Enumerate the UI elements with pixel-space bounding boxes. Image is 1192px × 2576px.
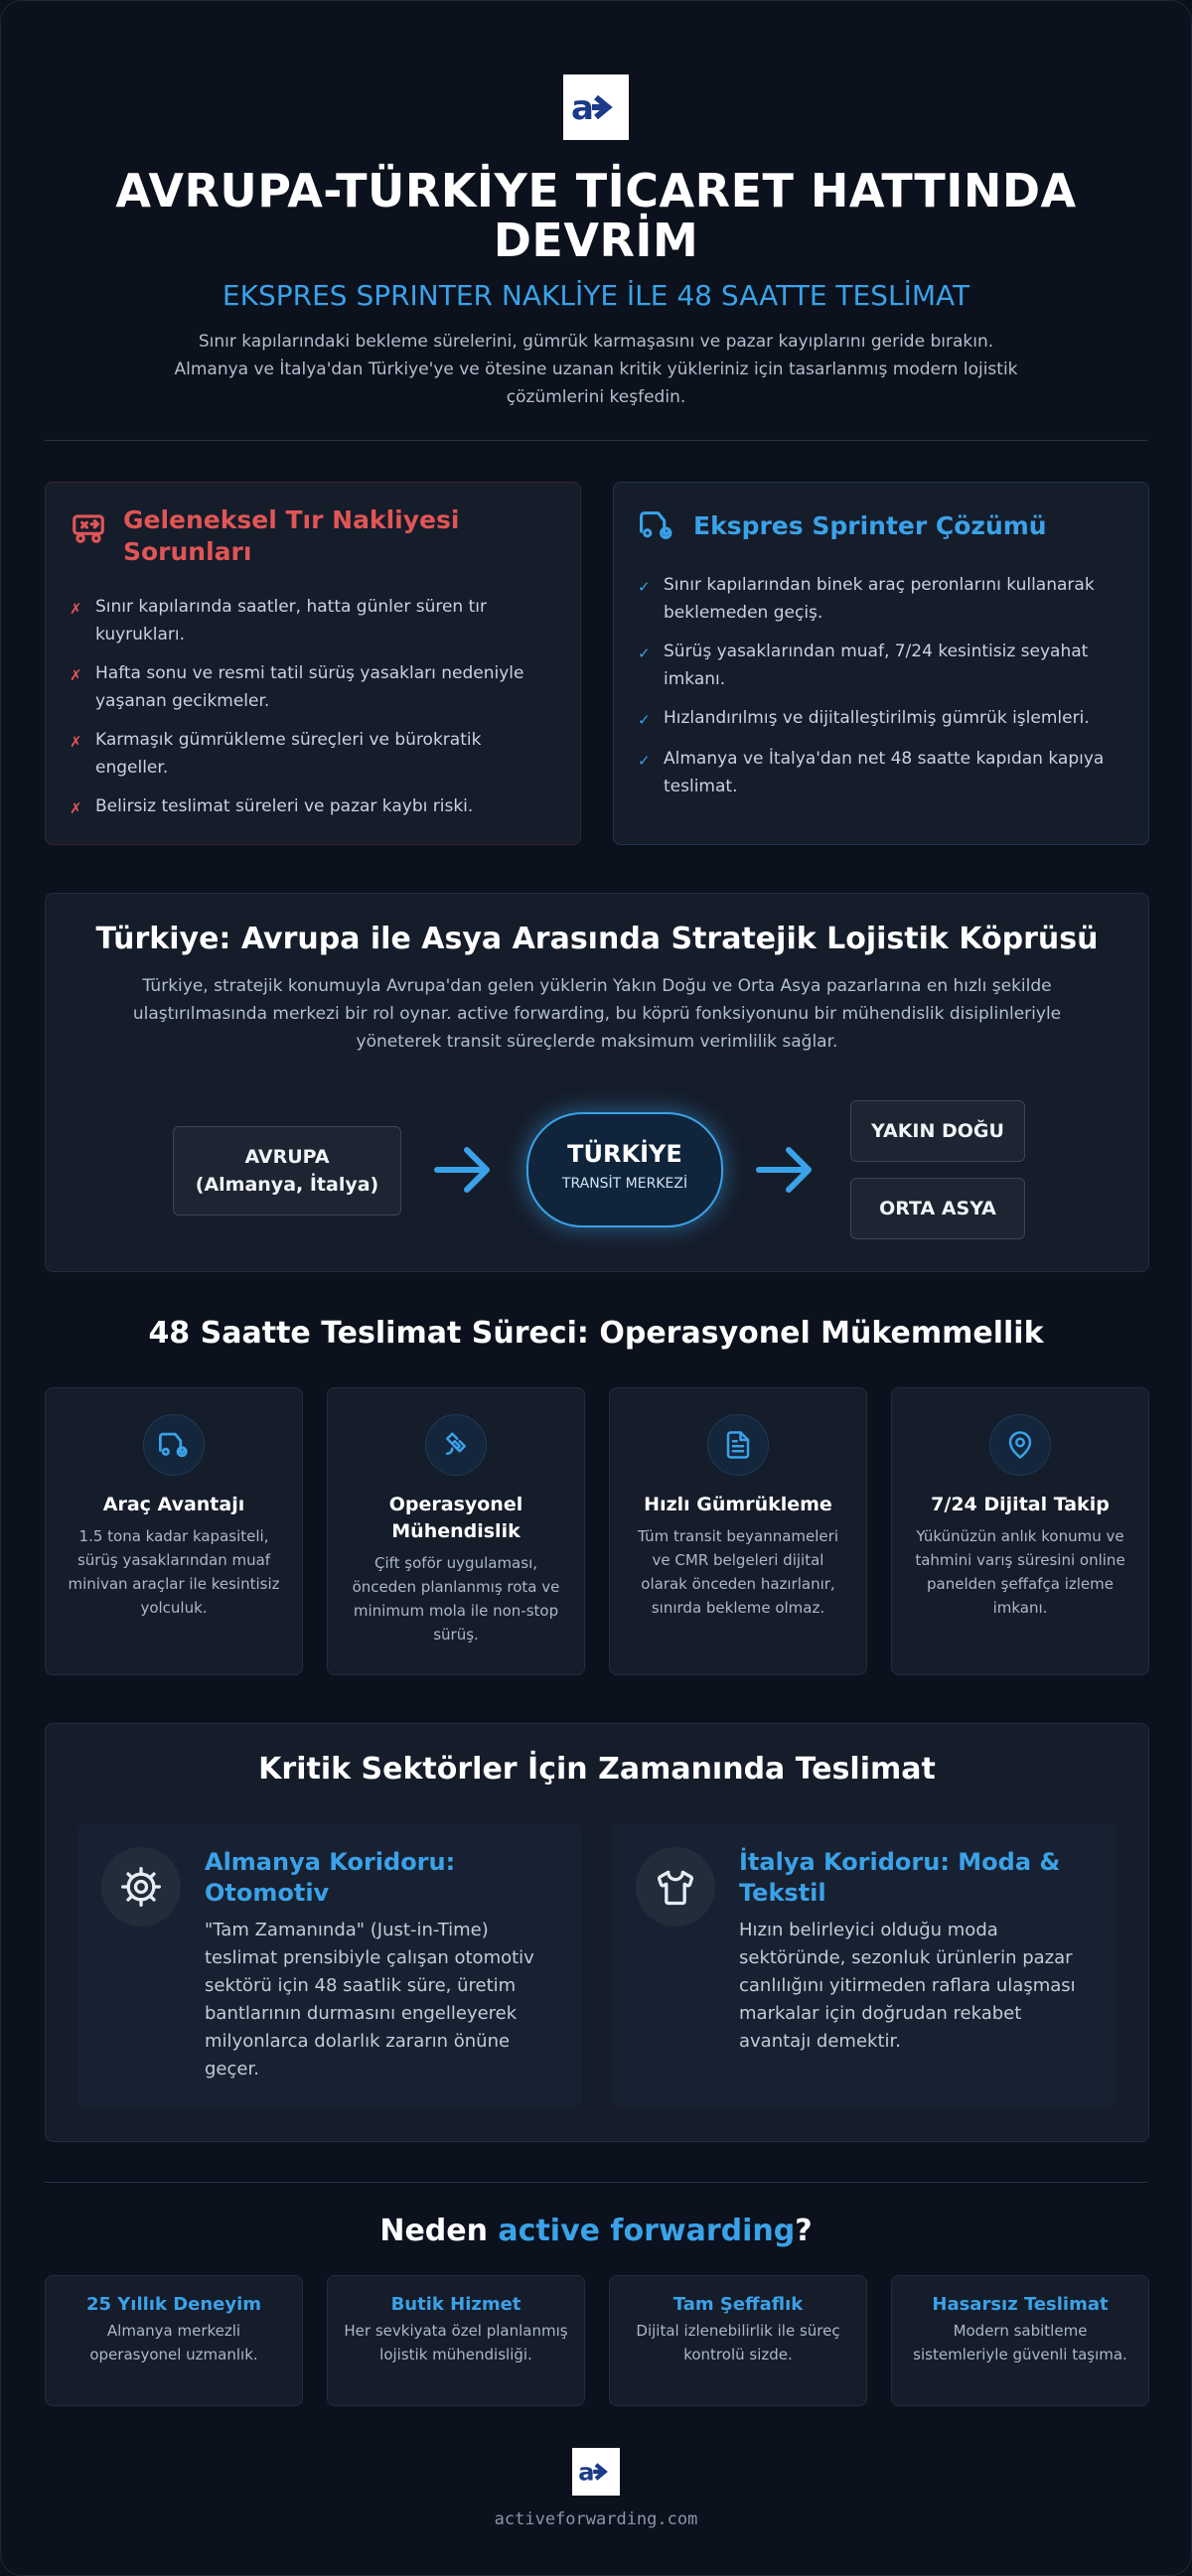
arrow-right-icon	[431, 1138, 495, 1206]
svg-text:a: a	[571, 88, 594, 127]
origin-countries: (Almanya, İtalya)	[195, 1174, 379, 1196]
list-item: ✗ Hafta sonu ve resmi tatil sürüş yasakları nedeniyle yaşanan gecikmeler.	[70, 659, 556, 715]
why-card	[891, 2275, 1149, 2406]
page-title: AVRUPA-TÜRKİYE TİCARET HATTINDA DEVRİM	[115, 164, 1077, 267]
why-card	[45, 2275, 303, 2406]
check-icon: ✓	[638, 752, 651, 770]
solution-list	[638, 560, 1124, 800]
svg-text:a: a	[578, 2457, 595, 2487]
divider	[45, 440, 1147, 441]
list-item: ✓ Sınır kapılarından binek araç peronlarını kullanarak beklemeden geçiş.	[638, 571, 1124, 627]
hub-title: TÜRKİYE	[567, 1140, 682, 1168]
step-title: 7/24 Dijital Takip	[931, 1494, 1110, 1515]
step-description: Tüm transit beyannameleri ve CMR belgeleri dijital olarak önceden hazırlanır, sınırda bekleme olmaz.	[638, 1527, 838, 1617]
process-step	[609, 1387, 867, 1675]
origin-box	[173, 1126, 401, 1216]
why-title: Neden active forwarding?	[379, 2214, 813, 2248]
corridor-title: Almanya Koridoru: Otomotiv	[205, 1848, 456, 1907]
process-title: 48 Saatte Teslimat Süreci: Operasyonel Mükemmellik	[148, 1316, 1044, 1351]
list-item: ✓ Sürüş yasaklarından muaf, 7/24 kesintisiz seyahat imkanı.	[638, 638, 1124, 693]
hub-subtitle: TRANSİT MERKEZİ	[561, 1176, 688, 1192]
page-subtitle: EKSPRES SPRINTER NAKLİYE İLE 48 SAATTE TESLİMAT	[222, 279, 970, 312]
divider	[45, 2182, 1147, 2183]
sectors-title: Kritik Sektörler İçin Zamanında Teslimat	[258, 1752, 936, 1787]
why-card-title: Tam Şeffaflık	[672, 2294, 804, 2315]
footer	[1, 2448, 1191, 2529]
corridor-description: Hızın belirleyici olduğu moda sektöründe, sezonluk ürünlerin pazar canlılığını yitirmeden raflara ulaşması markalar için doğrudan rekabet avantajı demektir.	[739, 1920, 1076, 2052]
why-card-description: Almanya merkezli operasyonel uzmanlık.	[89, 2322, 258, 2363]
brand-name: active forwarding	[498, 2214, 796, 2248]
why-card	[327, 2275, 585, 2406]
why-card-description: Modern sabitleme sistemleriyle güvenli taşıma.	[913, 2322, 1127, 2363]
problems-list	[70, 582, 556, 822]
why-card	[609, 2275, 867, 2406]
list-item: ✗ Karmaşık gümrükleme süreçleri ve bürokratik engeller.	[70, 726, 556, 782]
check-icon: ✓	[638, 711, 651, 729]
step-title: Araç Avantajı	[102, 1494, 245, 1515]
why-card-title: 25 Yıllık Deneyim	[85, 2294, 262, 2315]
document-icon	[707, 1414, 769, 1476]
why-card-description: Dijital izlenebilirlik ile süreç kontrolü sizde.	[636, 2322, 840, 2363]
list-item: ✗ Sınır kapılarında saatler, hatta günler süren tır kuyrukları.	[70, 593, 556, 648]
why-card-title: Hasarsız Teslimat	[932, 2294, 1109, 2315]
corridor-title: İtalya Koridoru: Moda & Tekstil	[739, 1848, 1061, 1907]
truck-alert-icon	[70, 508, 107, 550]
corridor-card-germany	[77, 1823, 582, 2107]
cross-icon: ✗	[70, 733, 82, 751]
destination-central-asia: ORTA ASYA	[850, 1178, 1025, 1239]
solution-title: Ekspres Sprinter Çözümü	[693, 511, 1047, 540]
cross-icon: ✗	[70, 666, 82, 684]
cross-icon: ✗	[70, 799, 82, 817]
list-item: ✓ Almanya ve İtalya'dan net 48 saatte kapıdan kapıya teslimat.	[638, 745, 1124, 800]
corridor-description: "Tam Zamanında" (Just-in-Time) teslimat prensibiyle çalışan otomotiv sektörü için 48 saatlik süre, üretim bantlarının durmasını engelleyerek milyonlarca dolarlık zararın önüne geçer.	[205, 1920, 534, 2079]
origin-label: AVRUPA	[244, 1146, 330, 1168]
van-icon	[638, 508, 675, 546]
check-icon: ✓	[638, 644, 651, 662]
step-title: Operasyonel Mühendislik	[388, 1494, 523, 1542]
list-item: ✗ Belirsiz teslimat süreleri ve pazar kaybı riski.	[70, 792, 556, 822]
hub-turkiye	[526, 1112, 723, 1227]
list-item: ✓ Hızlandırılmış ve dijitalleştirilmiş gümrük işlemleri.	[638, 704, 1124, 734]
check-icon: ✓	[638, 578, 651, 596]
shirt-icon	[636, 1847, 715, 1927]
process-step	[891, 1387, 1149, 1675]
bridge-section	[45, 893, 1149, 1272]
bridge-title: Türkiye: Avrupa ile Asya Arasında Stratejik Lojistik Köprüsü	[95, 922, 1099, 956]
corridor-card-italy	[612, 1823, 1117, 2107]
step-description: Yükünüzün anlık konumu ve tahmini varış süresini online panelden şeffafça izleme imkanı.	[915, 1527, 1125, 1617]
sectors-section	[45, 1723, 1149, 2142]
cross-icon: ✗	[70, 600, 82, 618]
step-description: 1.5 tona kadar kapasiteli, sürüş yasaklarından muaf minivan araçlar ile kesintisiz yolculuk.	[68, 1527, 280, 1617]
footer-logo	[572, 2448, 620, 2496]
bridge-text: Türkiye, stratejik konumuyla Avrupa'dan gelen yüklerin Yakın Doğu ve Orta Asya pazarlarına en hızlı şekilde ulaştırılmasında merkezi bir rol oynar. active forwarding, bu köprü fonksiyonunu bir mühendislik disiplinleriyle yöneterek transit süreçlerde maksimum verimlilik sağlar.	[132, 976, 1062, 1052]
map-pin-icon	[989, 1414, 1051, 1476]
step-title: Hızlı Gümrükleme	[644, 1494, 832, 1515]
why-card-description: Her sevkiyata özel planlanmış lojistik mühendisliği.	[344, 2322, 568, 2363]
intro-text: Sınır kapılarındaki bekleme sürelerini, gümrük karmaşasını ve pazar kayıplarını geride bırakın. Almanya ve İtalya'dan Türkiye'ye ve ötesine uzanan kritik yükleriniz için tasarlanmış modern lojistik çözümlerini keşfedin.	[174, 332, 1018, 407]
satellite-icon	[425, 1414, 487, 1476]
footer-url[interactable]: activeforwarding.com	[494, 2509, 698, 2529]
gear-icon	[101, 1847, 181, 1927]
destination-near-east: YAKIN DOĞU	[850, 1100, 1025, 1162]
company-logo	[563, 74, 629, 140]
problems-title: Geleneksel Tır Nakliyesi Sorunları	[123, 505, 460, 566]
arrow-right-icon	[753, 1138, 817, 1206]
problems-card	[45, 482, 581, 845]
why-card-title: Butik Hizmet	[390, 2294, 522, 2315]
header	[1, 74, 1191, 411]
process-step	[327, 1387, 585, 1675]
van-icon	[143, 1414, 205, 1476]
step-description: Çift şoför uygulaması, önceden planlanmış rota ve minimum mola ile non-stop sürüş.	[352, 1554, 560, 1644]
solution-card	[613, 482, 1149, 845]
process-step	[45, 1387, 303, 1675]
